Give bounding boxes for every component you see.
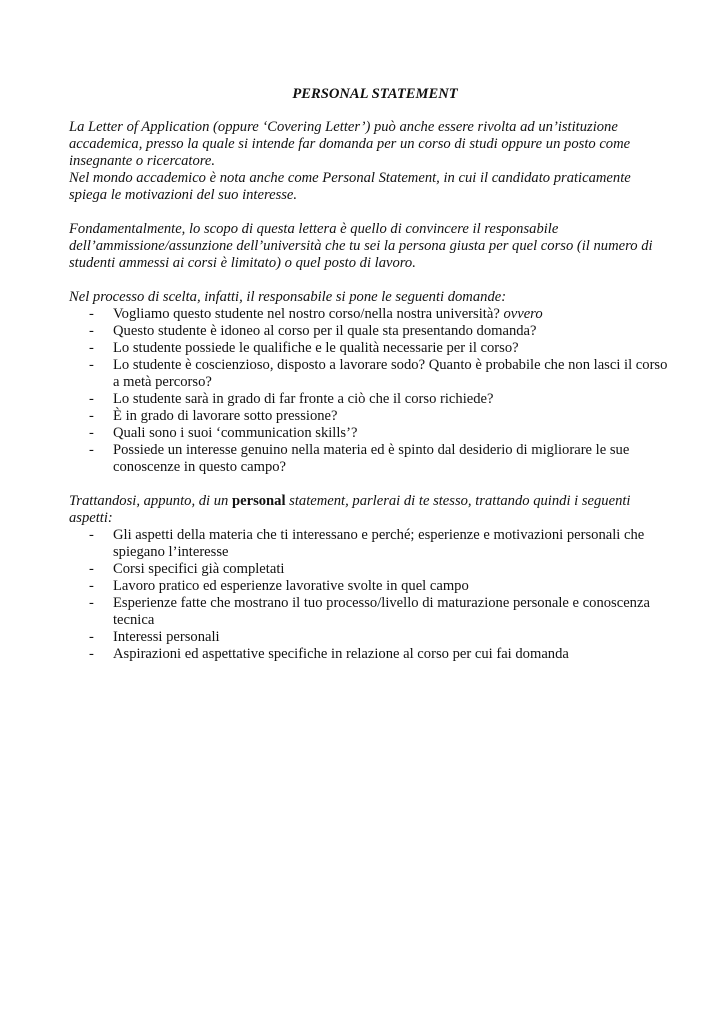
question-text: È in grado di lavorare sotto pressione? (113, 408, 338, 424)
questions-intro: Nel processo di scelta, infatti, il responsabile si pone le seguenti domande: (69, 289, 507, 305)
aspect-text: Corsi specifici già completati (113, 561, 285, 577)
list-item (69, 595, 669, 629)
list-item (69, 425, 669, 442)
bullet-dash: - (89, 561, 94, 577)
aspect-text: Aspirazioni ed aspettative specifiche in relazione al corso per cui fai domanda (113, 646, 569, 662)
question-text: Lo studente possiede le qualifiche e le qualità necessarie per il corso? (113, 340, 519, 356)
aspects-intro-bold: personal (232, 493, 286, 509)
bullet-dash: - (89, 425, 94, 441)
bullet-dash: - (89, 646, 94, 662)
intro-paragraph-1: La Letter of Application (oppure ‘Covering Letter’) può anche essere rivolta ad un’istituzione accademica, presso la quale si intende far domanda per un corso di studi oppure un posto come insegnante o ricercatore. (69, 119, 631, 169)
question-text: Questo studente è idoneo al corso per il quale sta presentando domanda? (113, 323, 537, 339)
question-emphasis: ovvero (503, 306, 543, 322)
question-text: Possiede un interesse genuino nella materia ed è spinto dal desiderio di migliorare le sue conoscenze in questo campo? (113, 442, 630, 475)
list-item (69, 646, 669, 663)
paragraph-spacer (69, 204, 669, 221)
aspects-intro-after: statement, parlerai di te stesso, trattando quindi i seguenti aspetti: (69, 493, 631, 526)
bullet-dash: - (89, 578, 94, 594)
question-text: Lo studente è coscienzioso, disposto a lavorare sodo? Quanto è probabile che non lasci il corso a metà percorso? (113, 357, 668, 390)
list-item (69, 578, 669, 595)
questions-list (69, 306, 669, 476)
aspects-list (69, 527, 669, 663)
bullet-dash: - (89, 340, 94, 356)
aspect-text: Esperienze fatte che mostrano il tuo processo/livello di maturazione personale e conoscenza tecnica (113, 595, 650, 628)
aspect-text: Gli aspetti della materia che ti interessano e perché; esperienze e motivazioni personali che spiegano l’interesse (113, 527, 645, 560)
list-item (69, 340, 669, 357)
bullet-dash: - (89, 629, 94, 645)
list-item (69, 442, 669, 476)
list-item (69, 408, 669, 425)
aspect-text: Interessi personali (113, 629, 220, 645)
intro-paragraph-2: Nel mondo accademico è nota anche come Personal Statement, in cui il candidato praticamente spiega le motivazioni del suo interesse. (69, 170, 631, 203)
question-text: Quali sono i suoi ‘communication skills’? (113, 425, 358, 441)
list-item (69, 391, 669, 408)
aspects-intro (69, 493, 669, 527)
list-item (69, 306, 669, 323)
list-item (69, 629, 669, 646)
paragraph-spacer (69, 272, 669, 289)
document-page (69, 86, 669, 663)
purpose-paragraph: Fondamentalmente, lo scopo di questa lettera è quello di convincere il responsabile dell’ammissione/assunzione dell’università che tu sei la persona giusta per quel corso (il numero di studenti ammessi ai corsi è limitato) o quel posto di lavoro. (69, 221, 653, 271)
aspects-intro-before: Trattandosi, appunto, di un (69, 493, 229, 509)
bullet-dash: - (89, 357, 94, 373)
question-text: Lo studente sarà in grado di far fronte a ciò che il corso richiede? (113, 391, 494, 407)
list-item (69, 527, 669, 561)
bullet-dash: - (89, 391, 94, 407)
bullet-dash: - (89, 442, 94, 458)
bullet-dash: - (89, 306, 94, 322)
document-title: PERSONAL STATEMENT (292, 86, 458, 102)
question-text: Vogliamo questo studente nel nostro corso/nella nostra università? (113, 306, 500, 322)
list-item (69, 357, 669, 391)
bullet-dash: - (89, 595, 94, 611)
bullet-dash: - (89, 527, 94, 543)
list-item (69, 323, 669, 340)
bullet-dash: - (89, 323, 94, 339)
list-item (69, 561, 669, 578)
aspect-text: Lavoro pratico ed esperienze lavorative svolte in quel campo (113, 578, 469, 594)
bullet-dash: - (89, 408, 94, 424)
paragraph-spacer (69, 476, 669, 493)
